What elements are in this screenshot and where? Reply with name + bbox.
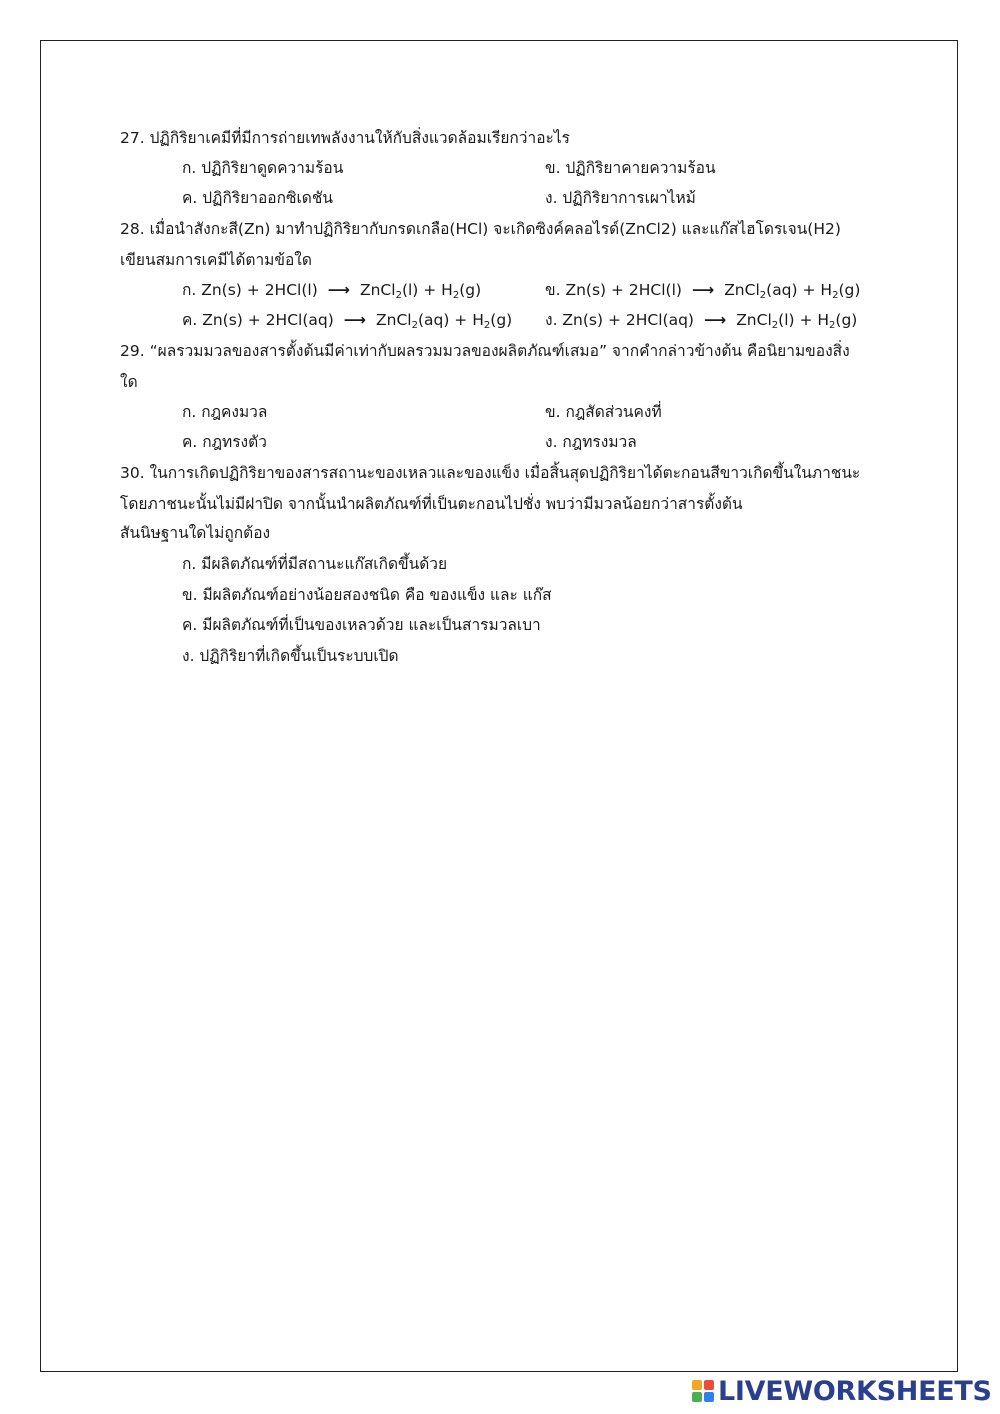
q27-question: 27. ปฏิกิริยาเคมีที่มีการถ่ายเทพลังงานให้กับสิ่งแวดล้อมเรียกว่าอะไร	[120, 129, 570, 147]
q29-option-d: ง. กฎทรงมวล	[545, 433, 637, 451]
q29-question-line1: 29. “ผลรวมมวลของสารตั้งต้นมีค่าเท่ากับผลรวมมวลของผลิตภัณฑ์เสมอ” จากคำกล่าวข้างต้น คือนิยามของสิ่ง	[120, 342, 850, 360]
q28-b-products: ZnCl$_2$(aq) + $H_2(g)$	[724, 281, 861, 301]
q30-option-b: ข. มีผลิตภัณฑ์อย่างน้อยสองชนิด คือ ของแข็ง และ แก๊ส	[182, 586, 552, 604]
q28-d-reactants: ง. Zn(s) + 2HCl(aq)	[545, 311, 694, 329]
q28-option-a	[182, 279, 481, 307]
q29-question-line2: ใด	[120, 373, 138, 391]
q30-option-a: ก. มีผลิตภัณฑ์ที่มีสถานะแก๊สเกิดขึ้นด้วย	[182, 555, 448, 573]
reaction-arrow-icon: ⟶	[327, 281, 350, 299]
q30-option-d: ง. ปฏิกิริยาที่เกิดขึ้นเป็นระบบเปิด	[182, 647, 399, 665]
q28-b-reactants: ข. Zn(s) + 2HCl(l)	[545, 281, 682, 299]
q29-option-c: ค. กฎทรงตัว	[182, 433, 267, 451]
q27-option-c: ค. ปฏิกิริยาออกซิเดชัน	[182, 189, 333, 207]
q30-question-line1: 30. ในการเกิดปฏิกิริยาของสารสถานะของเหลวและของแข็ง เมื่อสิ้นสุดปฏิกิริยาได้ตะกอนสีขาวเกิดขึ้นในภาชนะ	[120, 464, 861, 482]
q28-question-line1: 28. เมื่อนำสังกะสี(Zn) มาทำปฏิกิริยากับกรดเกลือ(HCl) จะเกิดซิงค์คลอไรด์(ZnCl2) และแก๊สไฮโดรเจน(H2)	[120, 220, 841, 238]
logo-square-1	[692, 1380, 702, 1390]
liveworksheets-logo	[692, 1376, 992, 1406]
liveworksheets-mark-icon	[692, 1380, 714, 1402]
logo-square-4	[704, 1392, 714, 1402]
q28-c-reactants: ค. Zn(s) + 2HCl(aq)	[182, 311, 334, 329]
q28-a-products: ZnCl$_2$(l) + $H_2(g)$	[359, 281, 482, 301]
reaction-arrow-icon: ⟶	[343, 311, 366, 329]
q29-option-a: ก. กฎคงมวล	[182, 403, 268, 421]
q28-option-c	[182, 309, 512, 337]
q27-option-b: ข. ปฏิกิริยาคายความร้อน	[545, 159, 716, 177]
q28-c-products: ZnCl$_2$(aq) + $H_2(g)$	[376, 311, 513, 331]
q30-question-line2: โดยภาชนะนั้นไม่มีฝาปิด จากนั้นนำผลิตภัณฑ์ที่เป็นตะกอนไปชั่ง พบว่ามีมวลน้อยกว่าสารตั้งต้น	[120, 495, 743, 513]
q27-option-a: ก. ปฏิกิริยาดูดความร้อน	[182, 159, 344, 177]
reaction-arrow-icon: ⟶	[691, 281, 715, 299]
q30-question-line3: สันนิษฐานใดไม่ถูกต้อง	[120, 524, 271, 542]
reaction-arrow-icon: ⟶	[703, 311, 727, 329]
q27-option-d: ง. ปฏิกิริยาการเผาไหม้	[545, 189, 696, 207]
q29-option-b: ข. กฎสัดส่วนคงที่	[545, 403, 662, 421]
logo-text: LIVEWORKSHEETS	[718, 1375, 992, 1407]
q28-option-d	[545, 309, 857, 337]
q28-d-products: ZnCl$_2$(l) + $H_2(g)$	[736, 311, 858, 331]
q28-option-b	[545, 279, 860, 307]
logo-square-2	[704, 1380, 714, 1390]
q28-a-reactants: ก. Zn(s) + 2HCl(l)	[182, 281, 318, 299]
q28-question-line2: เขียนสมการเคมีได้ตามข้อใด	[120, 251, 312, 269]
logo-square-3	[692, 1392, 702, 1402]
q30-option-c: ค. มีผลิตภัณฑ์ที่เป็นของเหลวด้วย และเป็นสารมวลเบา	[182, 616, 541, 634]
